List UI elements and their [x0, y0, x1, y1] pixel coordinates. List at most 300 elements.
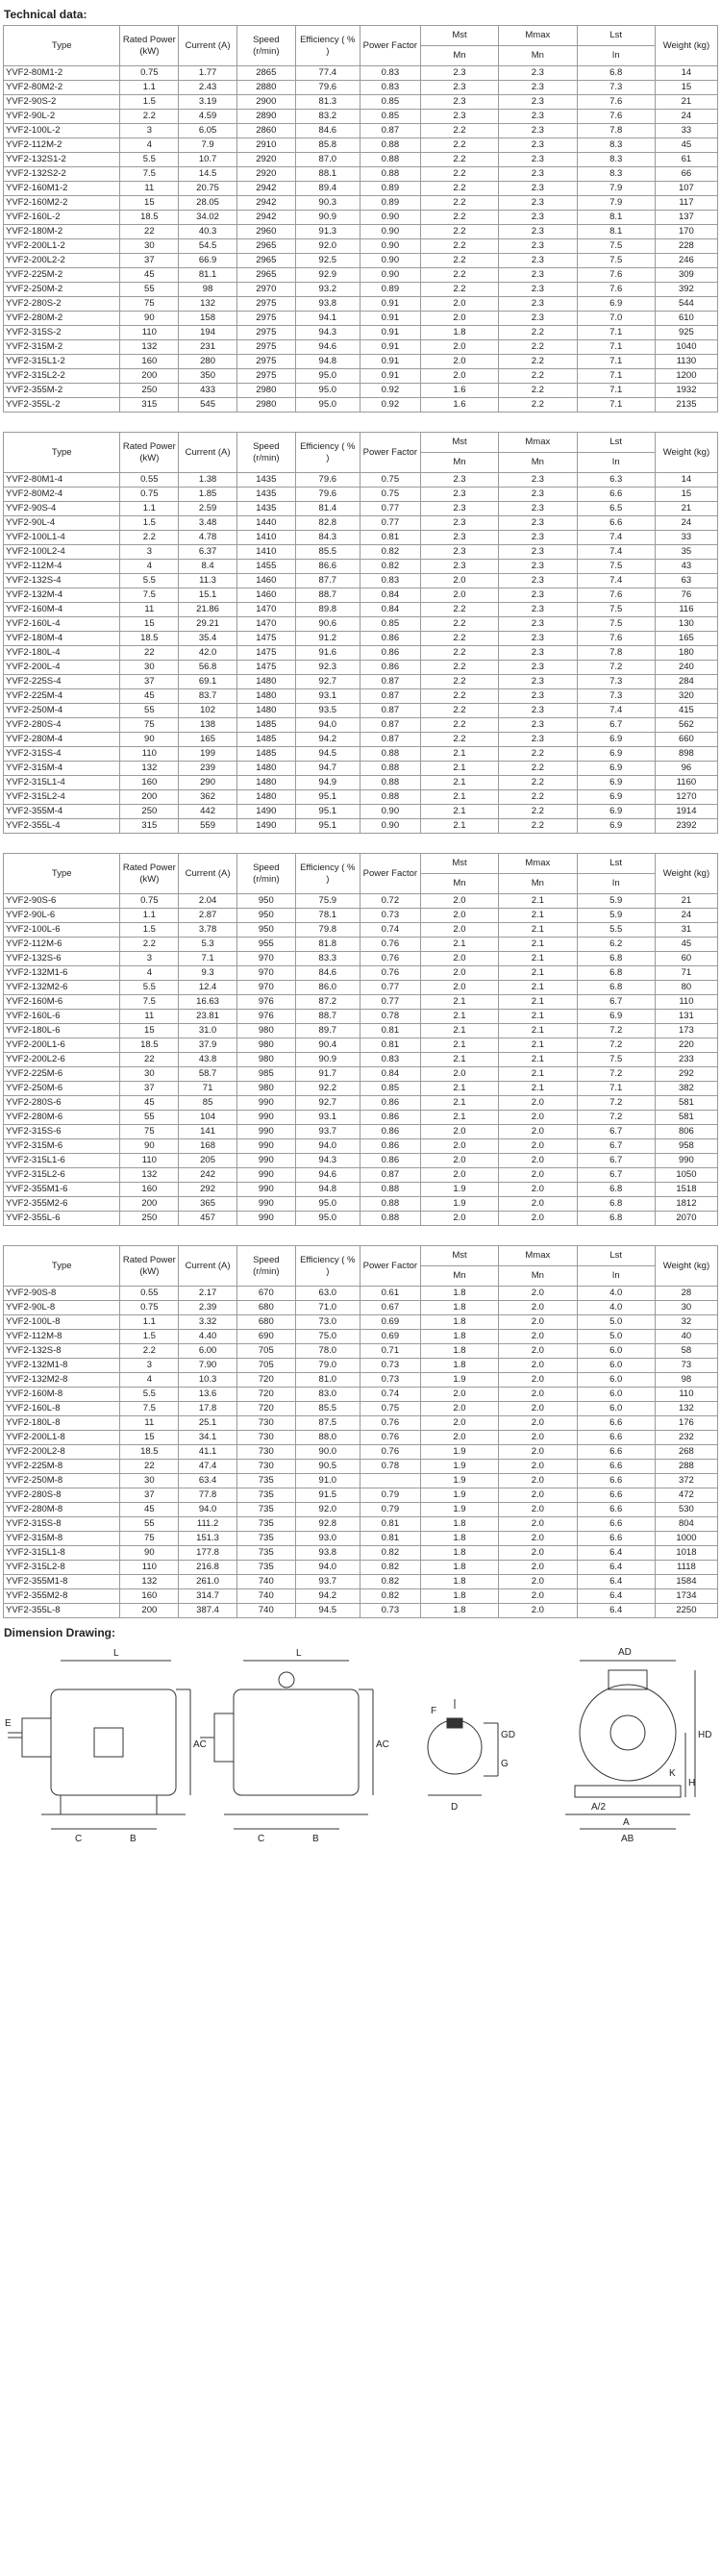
table-cell: 86.6	[295, 560, 360, 574]
table-cell: 680	[236, 1301, 295, 1315]
table-cell: 976	[236, 995, 295, 1010]
table-cell: 1.9	[420, 1183, 498, 1197]
table-cell: 350	[179, 369, 237, 384]
table-cell: 66	[655, 167, 717, 182]
table-cell: 79.0	[295, 1359, 360, 1373]
table-cell: 261.0	[179, 1575, 237, 1589]
table-cell: 0.61	[360, 1287, 420, 1301]
table-cell: 6.9	[577, 776, 655, 790]
table-cell: 1.8	[420, 1315, 498, 1330]
table-cell: 2965	[236, 268, 295, 283]
table-cell: 6.7	[577, 1154, 655, 1168]
table-cell: 24	[655, 909, 717, 923]
table-cell: 2.0	[499, 1445, 577, 1460]
table-cell: 6.9	[577, 819, 655, 834]
table-cell: 0.81	[360, 1024, 420, 1038]
table-cell: 30	[120, 1067, 179, 1082]
table-cell: 176	[655, 1416, 717, 1431]
table-cell: 54.5	[179, 239, 237, 254]
table-cell: 2.0	[499, 1503, 577, 1517]
table-cell: 0.86	[360, 646, 420, 661]
table-cell: 90	[120, 1546, 179, 1561]
header-mn: Mn	[420, 1266, 498, 1287]
table-cell: 660	[655, 733, 717, 747]
table-cell: 3.78	[179, 923, 237, 938]
table-cell: 2.3	[499, 545, 577, 560]
table-cell: 13.6	[179, 1388, 237, 1402]
table-cell: 0.75	[120, 488, 179, 502]
table-cell: YVF2-280M-2	[4, 312, 120, 326]
table-cell: 10.7	[179, 153, 237, 167]
table-cell: 94.9	[295, 776, 360, 790]
table-cell: 5.3	[179, 938, 237, 952]
table-cell: 6.6	[577, 1445, 655, 1460]
table-cell: 472	[655, 1488, 717, 1503]
table-cell: 0.91	[360, 326, 420, 340]
table-cell: 2.1	[499, 1038, 577, 1053]
table-cell: 2.0	[499, 1488, 577, 1503]
table-row	[4, 1373, 718, 1388]
table-cell: 415	[655, 704, 717, 718]
table-cell: 2.3	[499, 588, 577, 603]
header-mst: Mst	[420, 854, 498, 874]
table-row	[4, 1212, 718, 1226]
table-cell: YVF2-315L1-2	[4, 355, 120, 369]
header-type: Type	[4, 433, 120, 473]
table-cell: 0.83	[360, 1053, 420, 1067]
table-cell: 94.6	[295, 340, 360, 355]
table-cell: 47.4	[179, 1460, 237, 1474]
table-cell: 1.1	[120, 502, 179, 516]
table-cell: 2.2	[120, 110, 179, 124]
table-cell: 6.8	[577, 981, 655, 995]
table-cell: 1.8	[420, 1287, 498, 1301]
table-cell: 970	[236, 981, 295, 995]
table-cell: 45	[655, 138, 717, 153]
table-cell: 2.0	[420, 1416, 498, 1431]
table-cell: 990	[236, 1183, 295, 1197]
table-cell: 0.76	[360, 966, 420, 981]
table-cell: 7.0	[577, 312, 655, 326]
table-cell: 90.9	[295, 211, 360, 225]
table-cell: 15	[655, 81, 717, 95]
table-cell: 6.6	[577, 1532, 655, 1546]
table-cell: 24	[655, 516, 717, 531]
table-row	[4, 1139, 718, 1154]
table-cell: 970	[236, 952, 295, 966]
table-cell: YVF2-100L1-4	[4, 531, 120, 545]
table-cell: 4	[120, 138, 179, 153]
table-cell: 442	[179, 805, 237, 819]
table-cell: 90.3	[295, 196, 360, 211]
table-cell: 6.4	[577, 1604, 655, 1618]
table-cell: 0.86	[360, 1096, 420, 1111]
table-cell: 55	[120, 1517, 179, 1532]
table-cell: 158	[179, 312, 237, 326]
table-cell: YVF2-90S-6	[4, 894, 120, 909]
table-cell: 160	[120, 355, 179, 369]
table-cell: 740	[236, 1575, 295, 1589]
table-cell: 9.3	[179, 966, 237, 981]
table-cell: 457	[179, 1212, 237, 1226]
table-cell: 372	[655, 1474, 717, 1488]
table-row	[4, 1096, 718, 1111]
table-cell: 85.5	[295, 545, 360, 560]
table-cell: 1118	[655, 1561, 717, 1575]
table-cell: 1.8	[420, 1301, 498, 1315]
table-cell: 91.3	[295, 225, 360, 239]
header-efficiency: Efficiency ( % )	[295, 854, 360, 894]
table-cell: YVF2-355M1-8	[4, 1575, 120, 1589]
table-cell: 1435	[236, 502, 295, 516]
table-cell: 110	[120, 747, 179, 762]
table-cell: 6.9	[577, 762, 655, 776]
table-cell: 806	[655, 1125, 717, 1139]
table-cell: 2.1	[499, 995, 577, 1010]
table-cell: 2.0	[420, 1431, 498, 1445]
table-cell: 34.1	[179, 1431, 237, 1445]
table-cell: 35	[655, 545, 717, 560]
table-cell: 34.02	[179, 211, 237, 225]
table-cell: YVF2-100L-2	[4, 124, 120, 138]
table-cell: 1.8	[420, 1575, 498, 1589]
table-cell: 45	[655, 938, 717, 952]
table-cell: YVF2-180L-4	[4, 646, 120, 661]
header-speed: Speed (r/min)	[236, 433, 295, 473]
table-cell: 91.2	[295, 632, 360, 646]
table-cell: 71	[179, 1082, 237, 1096]
table-cell: 30	[120, 661, 179, 675]
table-cell: 2880	[236, 81, 295, 95]
header-efficiency: Efficiency ( % )	[295, 433, 360, 473]
table-cell: 45	[120, 1096, 179, 1111]
table-row	[4, 1315, 718, 1330]
table-cell: 43.8	[179, 1053, 237, 1067]
table-cell: 2.3	[420, 66, 498, 81]
table-cell: 1475	[236, 632, 295, 646]
table-cell: 20.75	[179, 182, 237, 196]
table-cell: 6.0	[577, 1359, 655, 1373]
table-cell: 15	[120, 1024, 179, 1038]
table-cell: 2.0	[499, 1561, 577, 1575]
table-row	[4, 675, 718, 689]
drawing3-label-f: F	[431, 1706, 437, 1716]
table-cell: 31	[655, 923, 717, 938]
table-cell: 11.3	[179, 574, 237, 588]
table-row	[4, 384, 718, 398]
table-cell: 0.90	[360, 211, 420, 225]
table-cell: 7.1	[577, 369, 655, 384]
header-mst: Mst	[420, 26, 498, 46]
table-cell: 0.88	[360, 1197, 420, 1212]
table-cell: 1440	[236, 516, 295, 531]
table-cell: 37	[120, 254, 179, 268]
table-cell: 42.0	[179, 646, 237, 661]
table-cell: 990	[236, 1197, 295, 1212]
table-cell: 2965	[236, 254, 295, 268]
table-cell: 93.2	[295, 283, 360, 297]
table-row	[4, 283, 718, 297]
table-cell: 7.5	[577, 254, 655, 268]
table-cell: 1.5	[120, 516, 179, 531]
table-cell: 2.0	[499, 1604, 577, 1618]
table-cell: 0.72	[360, 894, 420, 909]
table-row	[4, 488, 718, 502]
table-cell: 1485	[236, 747, 295, 762]
table-cell: 2.3	[499, 312, 577, 326]
table-cell: 2.2	[499, 398, 577, 413]
table-cell: 7.5	[577, 239, 655, 254]
table-cell: 90.5	[295, 1460, 360, 1474]
table-cell: 89.4	[295, 182, 360, 196]
table-cell: 0.92	[360, 398, 420, 413]
table-row	[4, 1416, 718, 1431]
header-mn: Mn	[420, 453, 498, 473]
table-cell: 29.21	[179, 617, 237, 632]
table-cell: 680	[236, 1315, 295, 1330]
table-cell: 61	[655, 153, 717, 167]
table-cell: 0.77	[360, 995, 420, 1010]
table-cell: 33	[655, 531, 717, 545]
table-cell: 2070	[655, 1212, 717, 1226]
table-cell: 2975	[236, 312, 295, 326]
table-cell: 25.1	[179, 1416, 237, 1431]
header-lst: Lst	[577, 1246, 655, 1266]
table-cell: 2.3	[499, 283, 577, 297]
motor-spec-table	[3, 1245, 718, 1618]
table-cell: 314.7	[179, 1589, 237, 1604]
table-row	[4, 211, 718, 225]
table-cell: 7.8	[577, 124, 655, 138]
table-cell: 1584	[655, 1575, 717, 1589]
header-lst: Lst	[577, 433, 655, 453]
table-cell: 58	[655, 1344, 717, 1359]
drawing4-label-ad: AD	[618, 1647, 632, 1658]
table-cell: 6.3	[577, 473, 655, 488]
table-cell: 735	[236, 1546, 295, 1561]
table-cell: 0.82	[360, 1589, 420, 1604]
table-cell: 720	[236, 1402, 295, 1416]
table-cell: 292	[179, 1183, 237, 1197]
table-cell: 2.0	[420, 966, 498, 981]
table-cell: 96	[655, 762, 717, 776]
table-cell: 0.77	[360, 502, 420, 516]
table-cell: YVF2-315L2-6	[4, 1168, 120, 1183]
table-cell: 1435	[236, 473, 295, 488]
table-cell: 84.3	[295, 531, 360, 545]
table-cell: 7.6	[577, 283, 655, 297]
table-cell: 0.73	[360, 909, 420, 923]
table-cell: 0.92	[360, 384, 420, 398]
table-cell: 2.2	[120, 1344, 179, 1359]
table-cell: 2960	[236, 225, 295, 239]
table-cell: 1485	[236, 718, 295, 733]
table-cell: 239	[179, 762, 237, 776]
table-cell: YVF2-315L2-4	[4, 790, 120, 805]
drawing2-label-l: L	[296, 1648, 302, 1659]
table-cell: 2.1	[420, 1053, 498, 1067]
drawing3-label-gd: GD	[501, 1730, 515, 1740]
table-cell: YVF2-280M-4	[4, 733, 120, 747]
table-cell: 950	[236, 923, 295, 938]
table-cell: 2.2	[420, 704, 498, 718]
table-cell: 2.2	[420, 617, 498, 632]
table-cell: 2.3	[499, 689, 577, 704]
table-cell: 2980	[236, 398, 295, 413]
header-type: Type	[4, 1246, 120, 1287]
table-cell: 220	[655, 1038, 717, 1053]
table-cell: 990	[236, 1111, 295, 1125]
drawing4-label-k: K	[669, 1768, 676, 1779]
table-cell: 14	[655, 473, 717, 488]
table-row	[4, 254, 718, 268]
table-cell: 6.7	[577, 995, 655, 1010]
table-cell: 0.91	[360, 355, 420, 369]
table-cell: 22	[120, 1053, 179, 1067]
table-cell: 2.0	[420, 1212, 498, 1226]
table-cell: 15.1	[179, 588, 237, 603]
motor-spec-table	[3, 432, 718, 834]
table-row	[4, 268, 718, 283]
table-cell: 2890	[236, 110, 295, 124]
table-cell: 804	[655, 1517, 717, 1532]
table-cell: 75	[120, 718, 179, 733]
table-cell: 6.0	[577, 1344, 655, 1359]
table-cell: 2.3	[420, 81, 498, 95]
table-cell: 4.59	[179, 110, 237, 124]
table-cell: 7.8	[577, 646, 655, 661]
table-cell: 90.6	[295, 617, 360, 632]
table-cell: 2.0	[420, 894, 498, 909]
table-cell: 2.1	[499, 1024, 577, 1038]
table-cell: 2.3	[499, 124, 577, 138]
table-cell: 2.3	[499, 646, 577, 661]
table-cell: 6.9	[577, 1010, 655, 1024]
table-cell: 740	[236, 1589, 295, 1604]
table-cell: 1200	[655, 369, 717, 384]
table-row	[4, 909, 718, 923]
table-cell: 0.83	[360, 66, 420, 81]
table-cell: 1130	[655, 355, 717, 369]
table-cell: 2.2	[499, 805, 577, 819]
table-cell: 1.8	[420, 1532, 498, 1546]
table-row	[4, 1344, 718, 1359]
table-cell: 132	[120, 1168, 179, 1183]
table-cell: 0.73	[360, 1604, 420, 1618]
table-cell: 2.0	[499, 1168, 577, 1183]
table-row	[4, 398, 718, 413]
table-row	[4, 196, 718, 211]
table-cell: 7.1	[577, 398, 655, 413]
table-cell: 233	[655, 1053, 717, 1067]
table-cell: 990	[236, 1154, 295, 1168]
table-cell: 2.0	[420, 1168, 498, 1183]
table-cell: 2.2	[420, 153, 498, 167]
table-cell: 2.3	[499, 211, 577, 225]
table-cell: 1480	[236, 762, 295, 776]
table-cell: YVF2-225M-2	[4, 268, 120, 283]
table-cell: 1480	[236, 675, 295, 689]
table-cell: 1.8	[420, 1561, 498, 1575]
table-cell: 4.0	[577, 1287, 655, 1301]
table-cell: 92.7	[295, 1096, 360, 1111]
table-cell: 7.9	[179, 138, 237, 153]
header-mmax: Mmax	[499, 854, 577, 874]
table-cell: 130	[655, 617, 717, 632]
table-cell: YVF2-80M1-4	[4, 473, 120, 488]
table-cell: 2.0	[420, 1154, 498, 1168]
table-cell: 2.2	[420, 603, 498, 617]
table-cell: 562	[655, 718, 717, 733]
table-cell: 2.1	[499, 1082, 577, 1096]
table-cell: 95.0	[295, 398, 360, 413]
table-cell: 3.32	[179, 1315, 237, 1330]
table-cell: 79.6	[295, 473, 360, 488]
table-cell: 2.3	[499, 488, 577, 502]
table-row	[4, 66, 718, 81]
table-row	[4, 1154, 718, 1168]
header-efficiency: Efficiency ( % )	[295, 1246, 360, 1287]
table-cell: 6.8	[577, 952, 655, 966]
table-cell: 284	[655, 675, 717, 689]
table-cell: 2.0	[420, 1125, 498, 1139]
table-row	[4, 588, 718, 603]
table-cell: 2.1	[420, 1010, 498, 1024]
table-cell: 0.81	[360, 1532, 420, 1546]
table-cell: YVF2-280S-8	[4, 1488, 120, 1503]
table-cell: 958	[655, 1139, 717, 1154]
table-cell: 2.1	[499, 952, 577, 966]
table-cell: YVF2-80M1-2	[4, 66, 120, 81]
table-cell: 2.0	[499, 1344, 577, 1359]
table-cell: 545	[179, 398, 237, 413]
table-cell: 2865	[236, 66, 295, 81]
table-cell: 7.1	[577, 384, 655, 398]
table-cell: 85.5	[295, 1402, 360, 1416]
table-cell: 387.4	[179, 1604, 237, 1618]
table-cell: 0.82	[360, 1561, 420, 1575]
table-row	[4, 819, 718, 834]
table-cell: 0.89	[360, 182, 420, 196]
header-lst: Lst	[577, 26, 655, 46]
table-cell: 90.4	[295, 1038, 360, 1053]
table-cell: 2.0	[499, 1373, 577, 1388]
table-cell: 4.0	[577, 1301, 655, 1315]
technical-data-title: Technical data:	[4, 8, 87, 21]
table-row	[4, 1183, 718, 1197]
table-row	[4, 617, 718, 632]
table-cell: 11	[120, 1416, 179, 1431]
table-cell: 63	[655, 574, 717, 588]
table-cell: 0.90	[360, 254, 420, 268]
table-cell: 81.1	[179, 268, 237, 283]
table-cell: 7.3	[577, 81, 655, 95]
table-cell: 69.1	[179, 675, 237, 689]
table-cell: 7.5	[120, 588, 179, 603]
table-cell: 90.0	[295, 1445, 360, 1460]
table-cell: 79.6	[295, 81, 360, 95]
table-cell: YVF2-90S-8	[4, 1287, 120, 1301]
table-cell: 0.75	[360, 1402, 420, 1416]
table-cell: 0.82	[360, 1575, 420, 1589]
table-cell: YVF2-315L2-8	[4, 1561, 120, 1575]
table-cell: 0.74	[360, 923, 420, 938]
table-cell: 2.3	[420, 110, 498, 124]
table-cell: 705	[236, 1359, 295, 1373]
table-cell: 5.5	[577, 923, 655, 938]
table-row	[4, 603, 718, 617]
table-cell: 5.0	[577, 1330, 655, 1344]
